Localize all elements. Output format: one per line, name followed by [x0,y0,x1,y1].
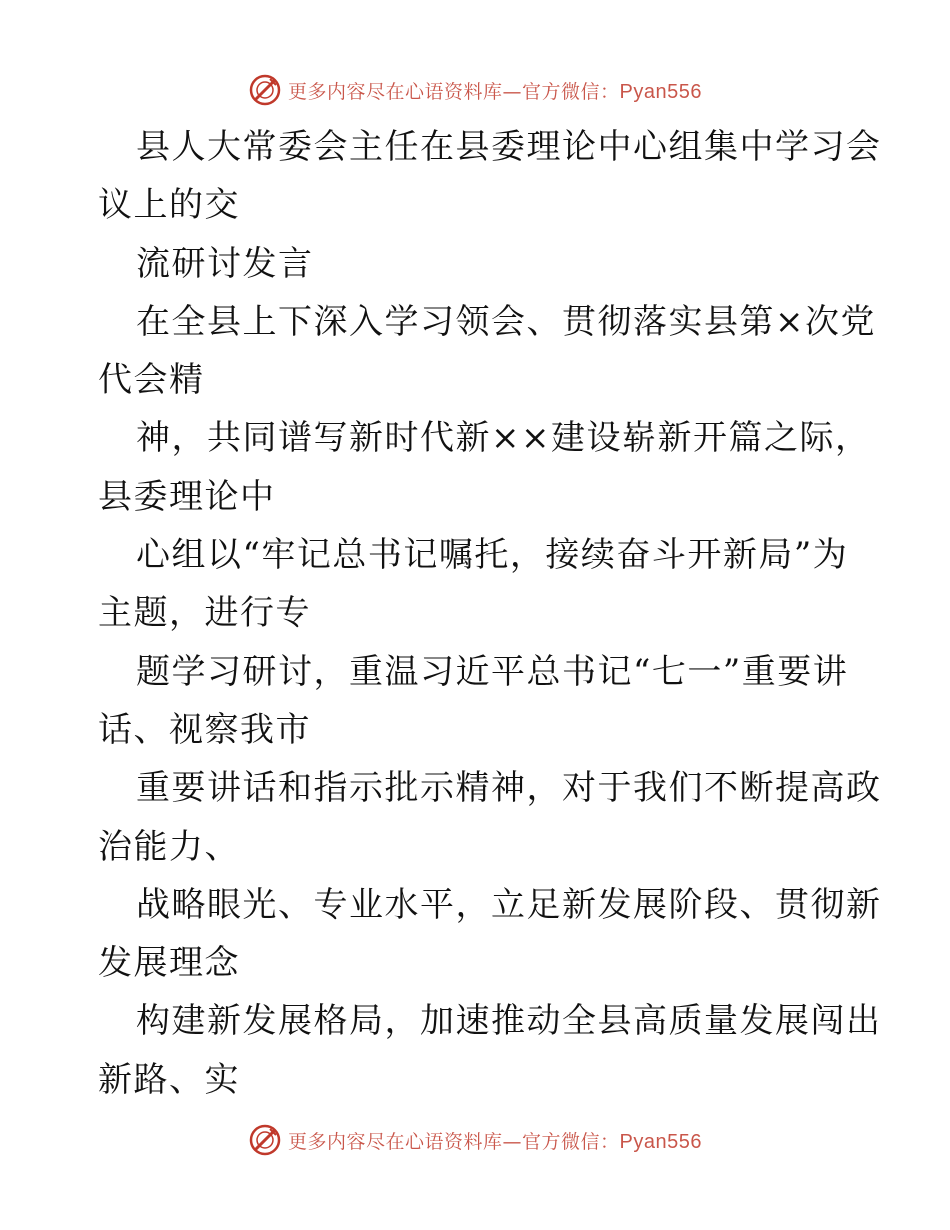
watermark-label: 更多内容尽在心语资料库—官方微信： [288,80,620,103]
paragraph-line: 发展理念 [98,943,240,984]
header-watermark [0,70,950,110]
seal-logo-icon [248,1123,282,1157]
paragraph-line: 主题，进行专 [98,593,311,634]
paragraph-line: 在全县上下深入学习领会、贯彻落实县第×次党 [136,301,876,342]
paragraph-line: 题学习研讨，重温习近平总书记“七一”重要讲 [136,651,849,692]
paragraph-line: 新路、实 [98,1059,240,1100]
paragraph-line: 治能力、 [98,826,240,867]
paragraph-line: 话、视察我市 [98,709,311,750]
paragraph-line: 心组以“牢记总书记嘱托，接续奋斗开新局”为 [136,535,849,576]
paragraph-line: 代会精 [98,360,205,401]
paragraph-line: 议上的交 [98,185,240,226]
watermark-label: 更多内容尽在心语资料库—官方微信： [288,1130,620,1153]
footer-watermark [0,1120,950,1160]
paragraph-line: 构建新发展格局，加速推动全县高质量发展闯出 [136,1001,882,1042]
paragraph-line: 县人大常委会主任在县委理论中心组集中学习会 [136,127,882,167]
watermark-text [288,77,702,104]
watermark-text [288,1127,702,1154]
paragraph-line: 流研讨发言 [136,243,314,284]
paragraph-line: 神，共同谱写新时代新××建设崭新开篇之际， [136,418,871,459]
paragraph-line: 重要讲话和指示批示精神，对于我们不断提高政 [136,768,882,809]
watermark-wechat-id: Pyan556 [619,1130,702,1153]
watermark-wechat-id: Pyan556 [619,80,702,103]
seal-logo-icon [248,73,282,107]
document-body [98,118,882,1109]
paragraph-line: 战略眼光、专业水平，立足新发展阶段、贯彻新 [136,884,882,925]
paragraph-line: 县委理论中 [98,476,276,517]
